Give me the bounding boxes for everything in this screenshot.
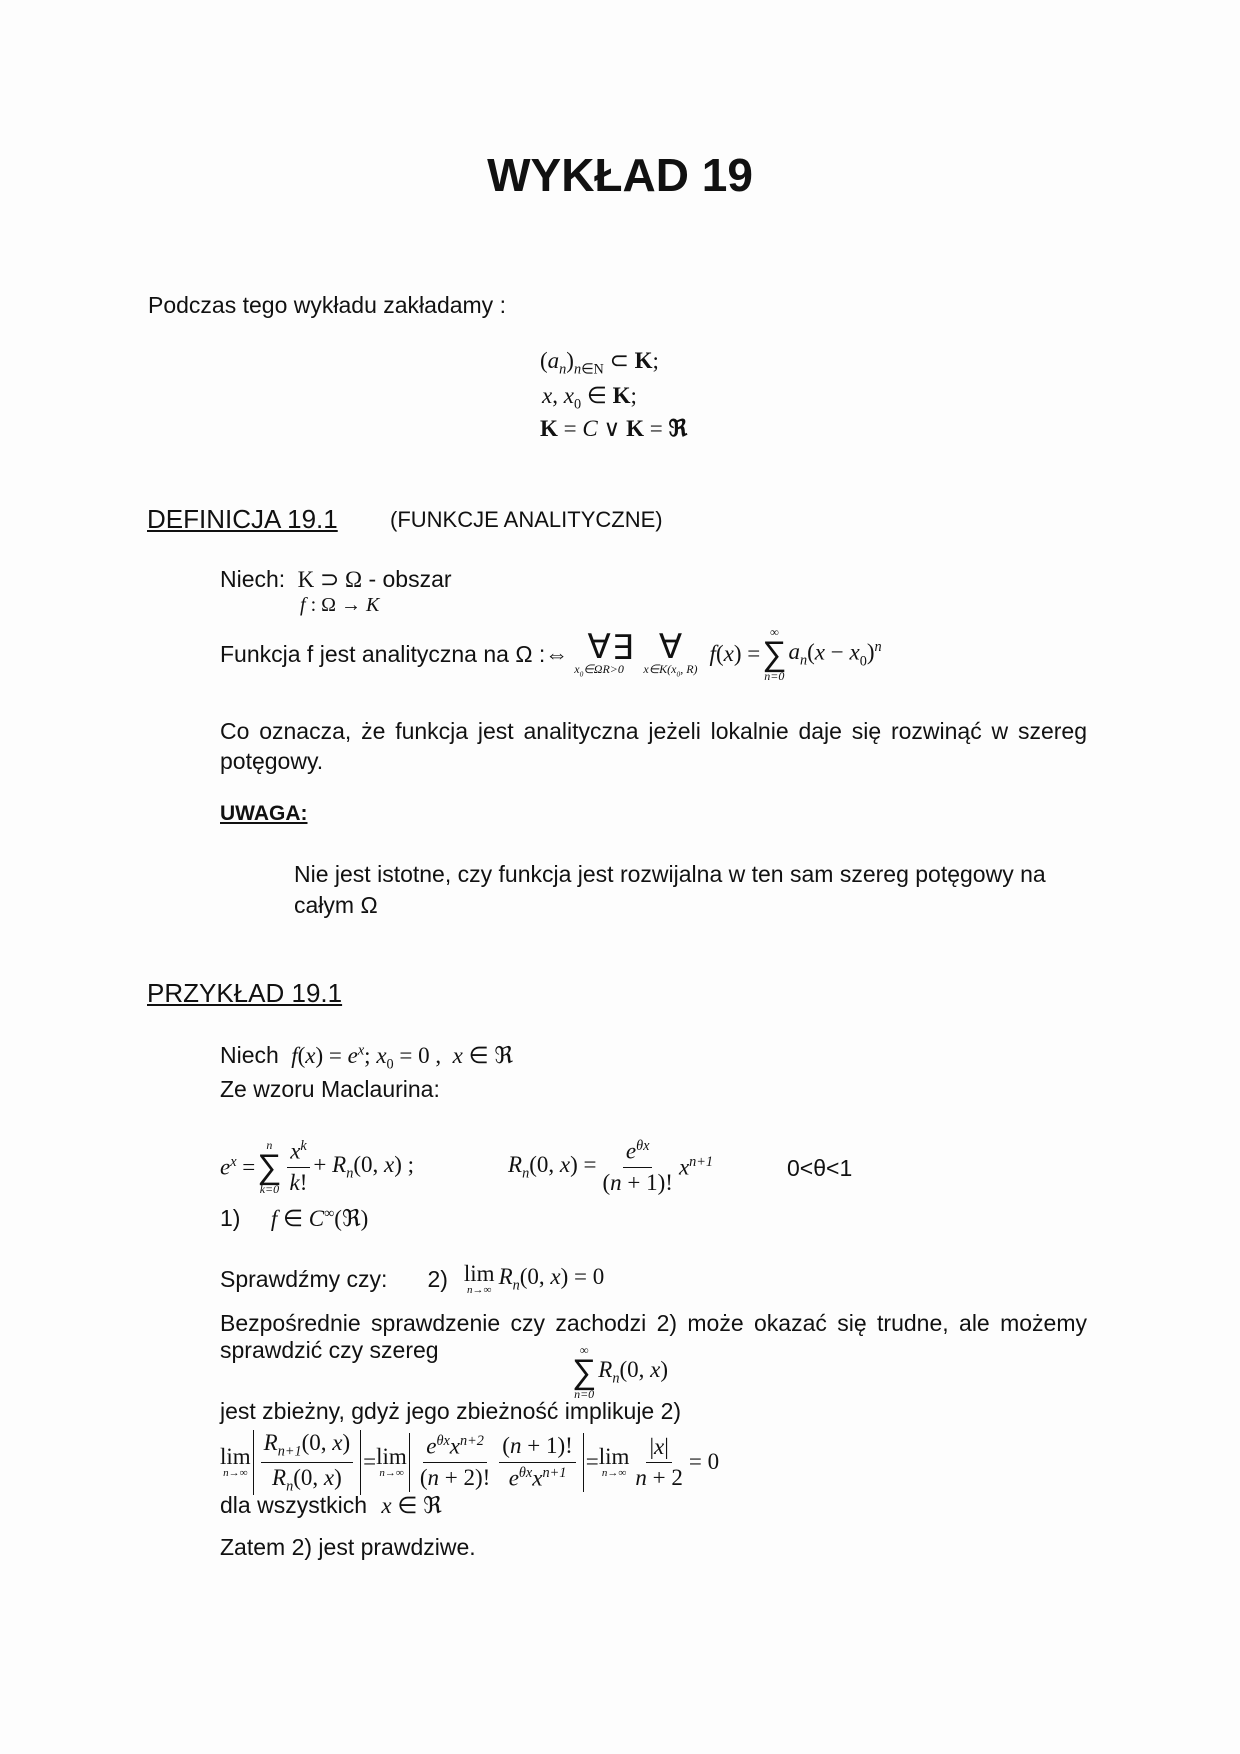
note-text: Nie jest istotne, czy funkcja jest rozwijalna w ten sam szereg potęgowy na całym Ω [294,861,1046,918]
for-all-line: dla wszystkich x ∈ ℜ [220,1492,442,1518]
paragraph-part1: Bezpośrednie sprawdzenie czy zachodzi 2) może okazać się trudne, ale możemy sprawdzić czy szereg [220,1310,1087,1363]
definition-statement: Funkcja f jest analityczna na Ω :⇔ ∀ $x_0\in\Omega R>0$ ∃ ∀ $x\in K(x_0$, R) f(x) = ∞ ∑ n=0 $a_n(x - x_0)^n$ [220,625,882,684]
definition-subtitle: (FUNKCJE ANALITYCZNE) [390,507,663,532]
page-title: WYKŁAD 19 [487,149,753,201]
assumption-x: x, $x_0$ ∈ K; [542,383,637,413]
maclaurin-label: Ze wzoru Maclaurina: [220,1076,440,1102]
for-all-label: dla wszystkich [220,1492,367,1518]
niech-label: Niech: [220,566,286,592]
item2-label: 2) [427,1265,448,1292]
note-heading: UWAGA: [220,802,308,825]
example-niech-label: Niech [220,1042,279,1068]
paragraph-part2: jest zbieżny, gdyż jego zbieżność implikuje 2) [220,1398,682,1424]
check-line: Sprawdźmy czy: 2) lim n→∞ $R_n(0$, x) = 0 [220,1261,605,1296]
remainder-formula: $R_n(0$, x) = $\frac{e^{\theta x}}{(n + 1)!}$ $x^{n+1}$ [508,1138,714,1196]
statement-text: Funkcja f jest analityczna na Ω :⇔ [220,640,569,667]
definition-heading [147,504,338,535]
obszar-label: - obszar [368,566,452,592]
assumption-sequence: $(a_n)_{n\in N}$ ⊂ K; [540,348,659,378]
conclusion: Zatem 2) jest prawdziwe. [220,1534,476,1560]
assumption-field: K = C ∨ K = ℜ [540,416,688,441]
check-label: Sprawdźmy czy: [220,1265,388,1292]
intro-text: Podczas tego wykładu zakładamy : [148,292,506,318]
example-heading: PRZYKŁAD 19.1 [147,978,343,1008]
ratio-formula: lim n→∞ $\frac{R_{n+1}(0, x)}{R_n(0, x)}$ = lim n→∞ $\frac{e^{\theta x}x^{n+2}}{(n + 2)!}$ $\frac{(n + 1)!}{e^{\theta x}x^{n+1}}$ = lim n→∞ $\frac{|x|}{n + 2}$ = 0 [220,1430,720,1495]
example-niech: Niech $f(x) = e^x$; $x_0 = 0$ , x ∈ ℜ [220,1042,514,1073]
definition-meaning: Co oznacza, że funkcja jest analityczna jeżeli lokalnie daje się rozwinąć w szereg potęgowy. [220,718,1087,774]
series-line: ∞ ∑ n=0 $R_n(0$, x) [572,1343,668,1402]
definition-niech: Niech: K ⊃ Ω - obszar [220,566,452,592]
maclaurin-formula: $e^x$ = n ∑ k=0 $\frac{x^k}{k!}$ + $R_n(0$, x) ; [220,1138,415,1197]
item1-label: 1) [220,1205,241,1231]
definition-map: f : Ω → K [300,594,380,616]
definition-number: DEFINICJA 19.1 [147,504,338,534]
theta-range: 0<θ<1 [787,1155,853,1181]
item1: 1) f ∈ C∞(ℜ) [220,1205,369,1231]
